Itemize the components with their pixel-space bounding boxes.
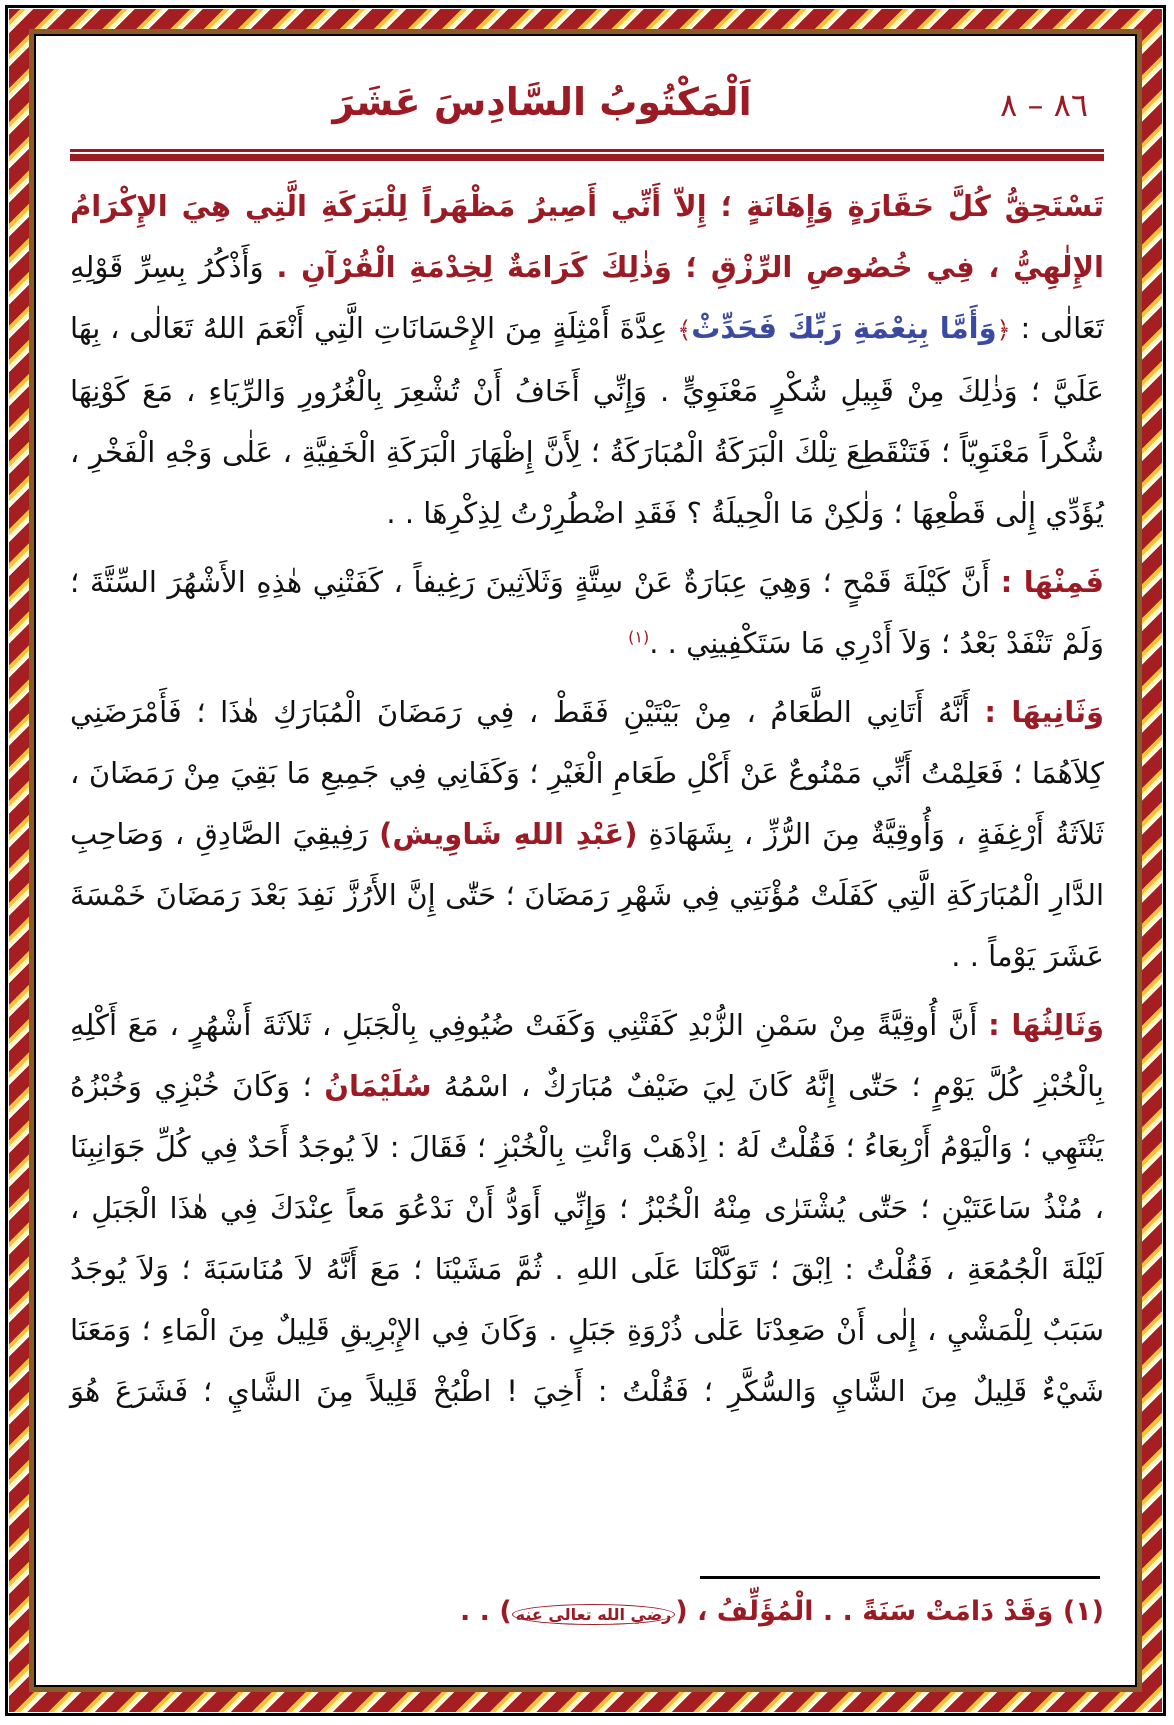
- paragraph-label: وَثَالِثُهَا :: [988, 1008, 1104, 1042]
- footnote: [70, 1596, 1104, 1627]
- footnote-text: وَقَدْ دَامَتْ سَنَةً . . الْمُؤَلِّفُ ، (: [675, 1596, 1063, 1627]
- body-text: أَنَّهُ أَتَانِي الطَّعَامُ ، مِنْ بَيْتَيْنِ فَقَطْ ، فِي رَمَضَانَ الْمُبَارَكِ هٰذَا ؛ فَأَمْرَضَنِي كِلاَهُمَا ؛ فَعَلِمْتُ أَنِّي مَمْنُوعٌ عَنْ أَكْلِ طَعَامِ الْغَيْرِ ؛ وَكَفَانِي فِي جَمِيعِ مَا بَقِيَ مِنْ رَمَضَانَ ، ثَلاَثَةُ أَرْغِفَةٍ ، وَأُوقِيَّةٌ مِنَ الرُّزِّ ، بِشَهَادَةِ: [70, 695, 1104, 851]
- quran-ornament-close-icon: ﴾: [677, 316, 692, 344]
- paragraph-label: فَمِنْهَا :: [1000, 565, 1104, 599]
- body-text: أَنَّ أُوقِيَّةً مِنْ سَمْنِ الزُّبْدِ كَفَتْنِي وَكَفَتْ ضُيُوفِي بِالْجَبَلِ ، ثَلاَثَةَ أَشْهُرٍ ، مَعَ أَكْلِهِ بِالْخُبْزِ كُلَّ يَوْمٍ ؛ حَتّٰى إِنَّهُ كَانَ لِيَ ضَيْفٌ مُبَارَكٌ ، اسْمُهُ: [70, 1008, 1104, 1103]
- body-text: ؛ وَكَانَ خُبْزِي وَخُبْزُهُ يَنْتَهِي ؛ وَالْيَوْمُ أَرْبِعَاءُ ؛ فَقُلْتُ لَهُ : اِذْهَبْ وَائْتِ بِالْخُبْزِ ؛ فَقَالَ : لاَ يُوجَدُ أَحَدٌ فِي كُلِّ جَوَانِبِنَا ، مُنْذُ سَاعَتَيْنِ ؛ حَتّٰى يُشْتَرٰى مِنْهُ الْخُبْزُ ؛ وَإِنِّي أَوَدُّ أَنْ نَدْعُوَ مَعاً عِنْدَكَ فِي هٰذَا الْجَبَلِ ، لَيْلَةَ الْجُمُعَةِ ، فَقُلْتُ : اِبْقَ ؛ تَوَكَّلْنَا عَلَى اللهِ . ثُمَّ مَشَيْنَا ؛ مَعَ أَنَّهُ لاَ مُنَاسَبَةَ ؛ وَلاَ يُوجَدُ سَبَبٌ لِلْمَشْيِ ، إِلٰى أَنْ صَعِدْنَا عَلٰى ذُرْوَةِ جَبَلٍ . وَكَانَ فِي الإِبْرِيقِ قَلِيلٌ مِنَ الْمَاءِ ؛ وَمَعَنَا شَيْءٌ قَلِيلٌ مِنَ الشَّايِ وَالسُّكَّرِ ؛ فَقُلْتُ : أَخِيَ ! اطْبُخْ قَلِيلاً مِنَ الشَّايِ ؛ فَشَرَعَ هُوَ: [70, 1069, 1104, 1408]
- page-title: اَلْمَكْتُوبُ السَّادِسَ عَشَرَ: [332, 80, 752, 124]
- page-header: [70, 80, 1104, 140]
- footnote-close: ) . .: [460, 1596, 512, 1627]
- body-text: أَنَّ كَيْلَةَ قَمْحٍ ؛ وَهِيَ عِبَارَةٌ عَنْ سِتَّةٍ وَثَلاَثِينَ رَغِيفاً ، كَفَتْنِي هٰذِهِ الأَشْهُرَ السِّتَّةَ ؛ وَلَمْ تَنْفَدْ بَعْدُ ؛ وَلاَ أَدْرِي مَا سَتَكْفِينِي . .: [70, 565, 1104, 660]
- header-rule-thick: [70, 154, 1104, 161]
- honorific-seal-icon: رضي الله تعالى عنه: [512, 1604, 676, 1625]
- paragraph-first-example: [70, 552, 1104, 674]
- footnote-reference[interactable]: (١): [628, 627, 650, 647]
- body-text: وَأَذْكُرُ بِسِرِّ قَوْلِهِ تَعَالٰى :: [70, 250, 1104, 345]
- body-text: رَفِيقِيَ الصَّادِقِ ، وَصَاحِبِ الدَّارِ الْمُبَارَكَةِ الَّتِي كَفَلَتْ مُؤْنَتِي فِي شَهْرِ رَمَضَانَ ؛ حَتّٰى إِنَّ الأَرُزَّ نَفِدَ بَعْدَ رَمَضَانَ خَمْسَةَ عَشَرَ يَوْماً . .: [70, 817, 1104, 973]
- paragraph-label: وَثَانِيهَا :: [984, 695, 1104, 729]
- footnote-number: (١): [1062, 1596, 1104, 1627]
- body-text: عِدَّةَ أَمْثِلَةٍ مِنَ الإِحْسَانَاتِ الَّتِي أَنْعَمَ اللهُ تَعَالٰى ، بِهَا عَلَيَّ ؛ وَذٰلِكَ مِنْ قَبِيلِ شُكْرٍ مَعْنَوِيٍّ . وَإِنِّي أَخَافُ أَنْ تُشْعِرَ بِالْغُرُورِ وَالرِّيَاءِ ، مَعَ كَوْنِهَا شُكْراً مَعْنَوِيّاً ؛ فَتَنْقَطِعَ تِلْكَ الْبَرَكَةُ الْمُبَارَكَةُ ؛ لِأَنَّ إِظْهَارَ الْبَرَكَةِ الْخَفِيَّةِ ، عَلٰى وَجْهِ الْفَخْرِ ، يُؤَدِّي إِلٰى قَطْعِهَا ؛ وَلٰكِنْ مَا الْحِيلَةُ ؟ فَقَدِ اضْطُرِرْتُ لِذِكْرِهَا . .: [70, 311, 1104, 530]
- document-body: [70, 176, 1104, 1430]
- header-rule-thin: [70, 149, 1104, 152]
- quran-verse: وَأَمَّا بِنِعْمَةِ رَبِّكَ فَحَدِّثْ: [691, 311, 997, 345]
- footnote-separator: [700, 1576, 1100, 1579]
- person-name: (عَبْدِ اللهِ شَاوِيش): [379, 817, 638, 851]
- quran-ornament-open-icon: ﴿: [996, 316, 1011, 344]
- paragraph-second-example: [70, 682, 1104, 987]
- person-name: سُلَيْمَانُ: [324, 1069, 432, 1103]
- paragraph-third-example: [70, 995, 1104, 1422]
- red-emphasis-text: تَسْتَحِقُّ كُلَّ حَقَارَةٍ وَإِهَانَةٍ ؛ إِلاّ أَنِّي أَصِيرُ مَظْهَراً لِلْبَرَكَةِ الَّتِي هِيَ الإِكْرَامُ الإِلٰهِيُّ ، فِي خُصُوصِ الرِّزْقِ ؛ وَذٰلِكَ كَرَامَةٌ لِخِدْمَةِ الْقُرْآنِ .: [70, 189, 1104, 284]
- page-number: ٨٦ – ٨: [1000, 86, 1088, 124]
- intro-paragraph: [70, 176, 1104, 544]
